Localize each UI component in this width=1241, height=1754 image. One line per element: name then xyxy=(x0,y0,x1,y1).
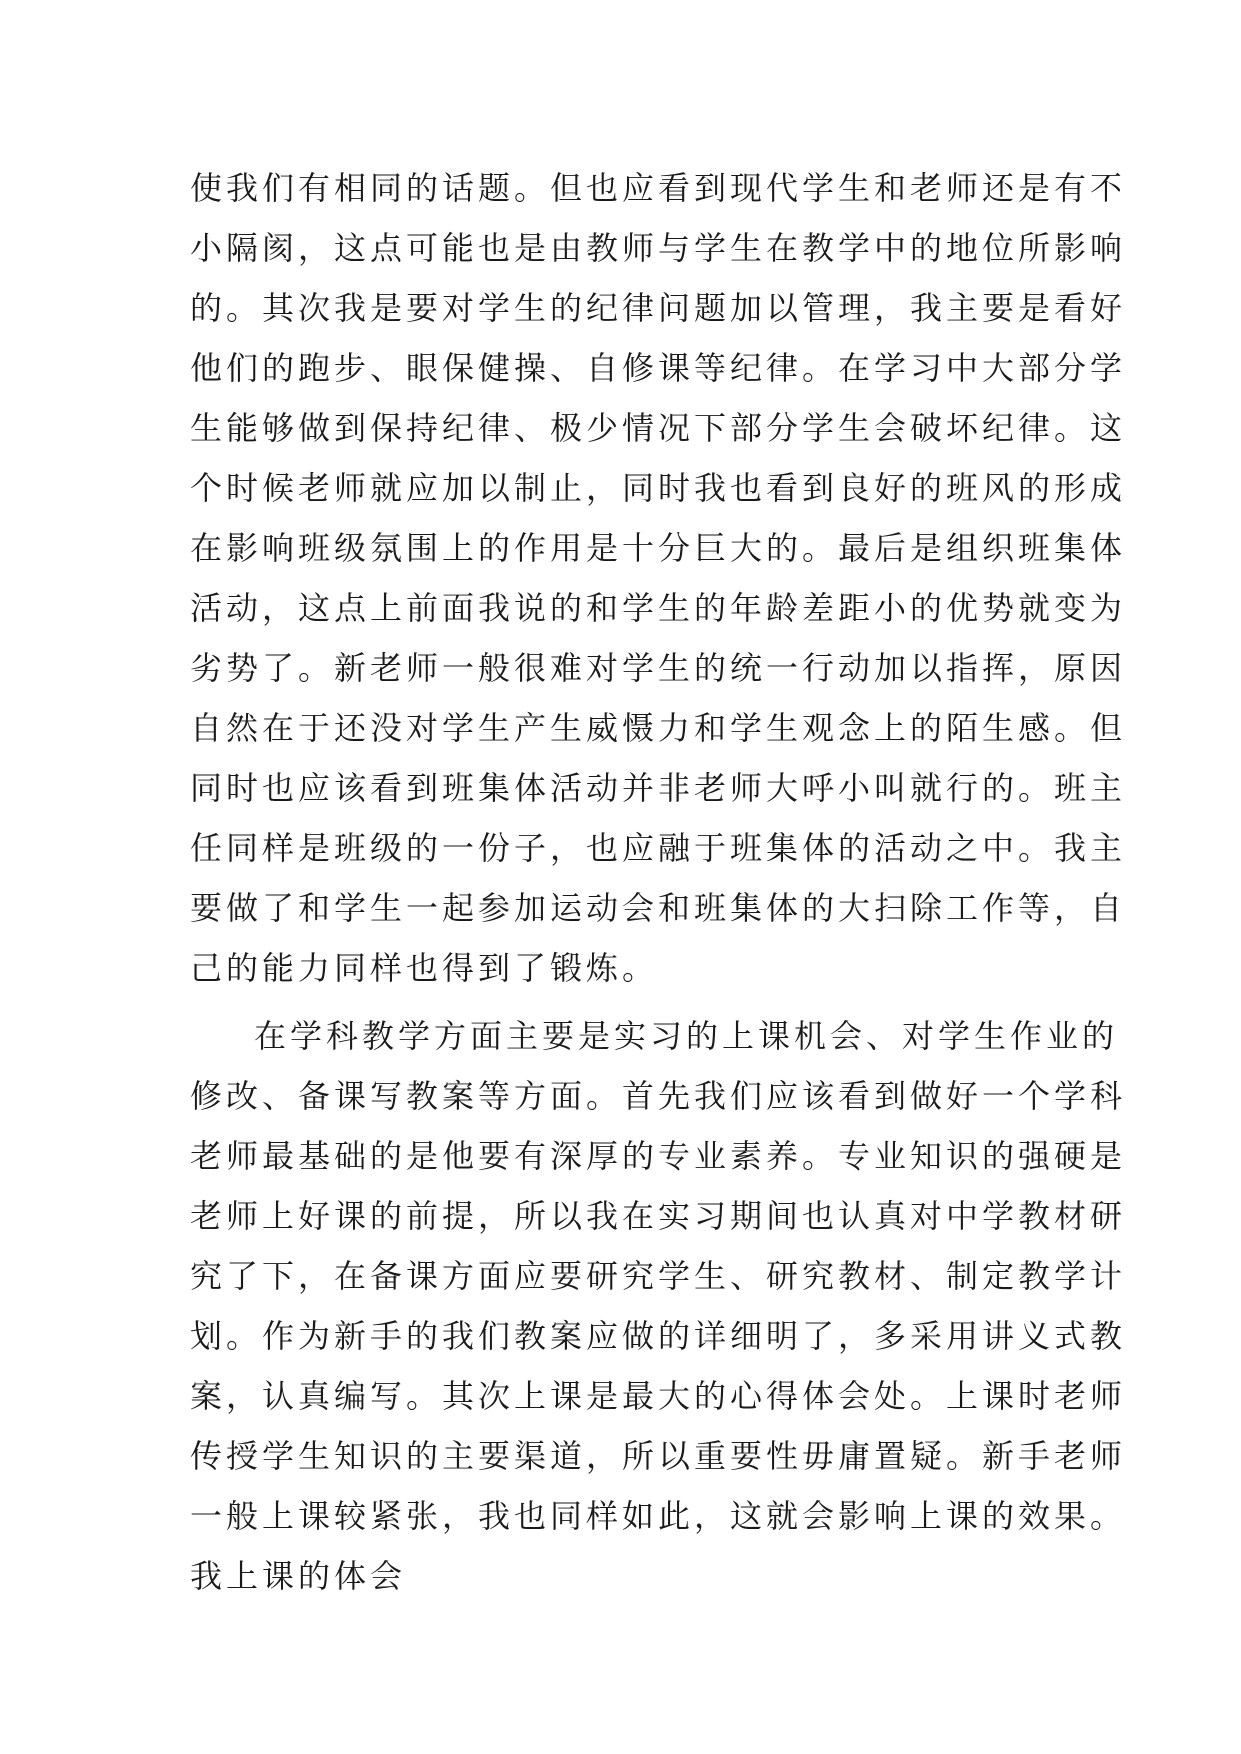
text-line: 同时也应该看到班集体活动并非老师大呼小叫就行的。班主 xyxy=(190,769,1127,807)
text-line: 使我们有相同的话题。但也应看到现代学生和老师还是有不 xyxy=(190,169,1127,207)
paragraph-1 xyxy=(190,158,1127,998)
text-line: 传授学生知识的主要渠道，所以重要性毋庸置疑。新手老师 xyxy=(190,1437,1127,1475)
text-line: 要做了和学生一起参加运动会和班集体的大扫除工作等，自 xyxy=(190,889,1127,927)
paragraph-gap xyxy=(190,998,1070,1006)
text-line: 修改、备课写教案等方面。首先我们应该看到做好一个学科 xyxy=(190,1077,1127,1115)
text-line: 老师上好课的前提，所以我在实习期间也认真对中学教材研 xyxy=(190,1197,1127,1235)
text-line: 究了下，在备课方面应要研究学生、研究教材、制定教学计 xyxy=(190,1257,1127,1295)
text-line: 个时候老师就应加以制止，同时我也看到良好的班风的形成 xyxy=(190,469,1127,507)
text-line: 劣势了。新老师一般很难对学生的统一行动加以指挥，原因 xyxy=(190,649,1127,687)
text-line: 在影响班级氛围上的作用是十分巨大的。最后是组织班集体 xyxy=(190,529,1127,567)
text-line: 一般上课较紧张，我也同样如此，这就会影响上课的效果。 xyxy=(190,1497,1127,1535)
text-line: 他们的跑步、眼保健操、自修课等纪律。在学习中大部分学 xyxy=(190,349,1127,387)
text-line: 的。其次我是要对学生的纪律问题加以管理，我主要是看好 xyxy=(190,289,1127,327)
text-line: 己的能力同样也得到了锻炼。 xyxy=(190,949,659,987)
text-line: 生能够做到保持纪律、极少情况下部分学生会破坏纪律。这 xyxy=(190,409,1127,447)
text-line: 小隔阂，这点可能也是由教师与学生在教学中的地位所影响 xyxy=(190,229,1127,267)
text-line: 划。作为新手的我们教案应做的详细明了，多采用讲义式教 xyxy=(190,1317,1127,1355)
paragraph-2 xyxy=(190,1006,1127,1606)
document-body xyxy=(190,158,1127,1606)
text-line: 老师最基础的是他要有深厚的专业素养。专业知识的强硬是 xyxy=(190,1137,1127,1175)
text-line: 我上课的体会 xyxy=(190,1557,407,1595)
text-line: 任同样是班级的一份子，也应融于班集体的活动之中。我主 xyxy=(190,829,1127,867)
text-line: 案，认真编写。其次上课是最大的心得体会处。上课时老师 xyxy=(190,1377,1127,1415)
text-line-indented: 在学科教学方面主要是实习的上课机会、对学生作业的 xyxy=(254,1017,1119,1055)
text-line: 自然在于还没对学生产生威慑力和学生观念上的陌生感。但 xyxy=(190,709,1127,747)
text-line: 活动，这点上前面我说的和学生的年龄差距小的优势就变为 xyxy=(190,589,1127,627)
